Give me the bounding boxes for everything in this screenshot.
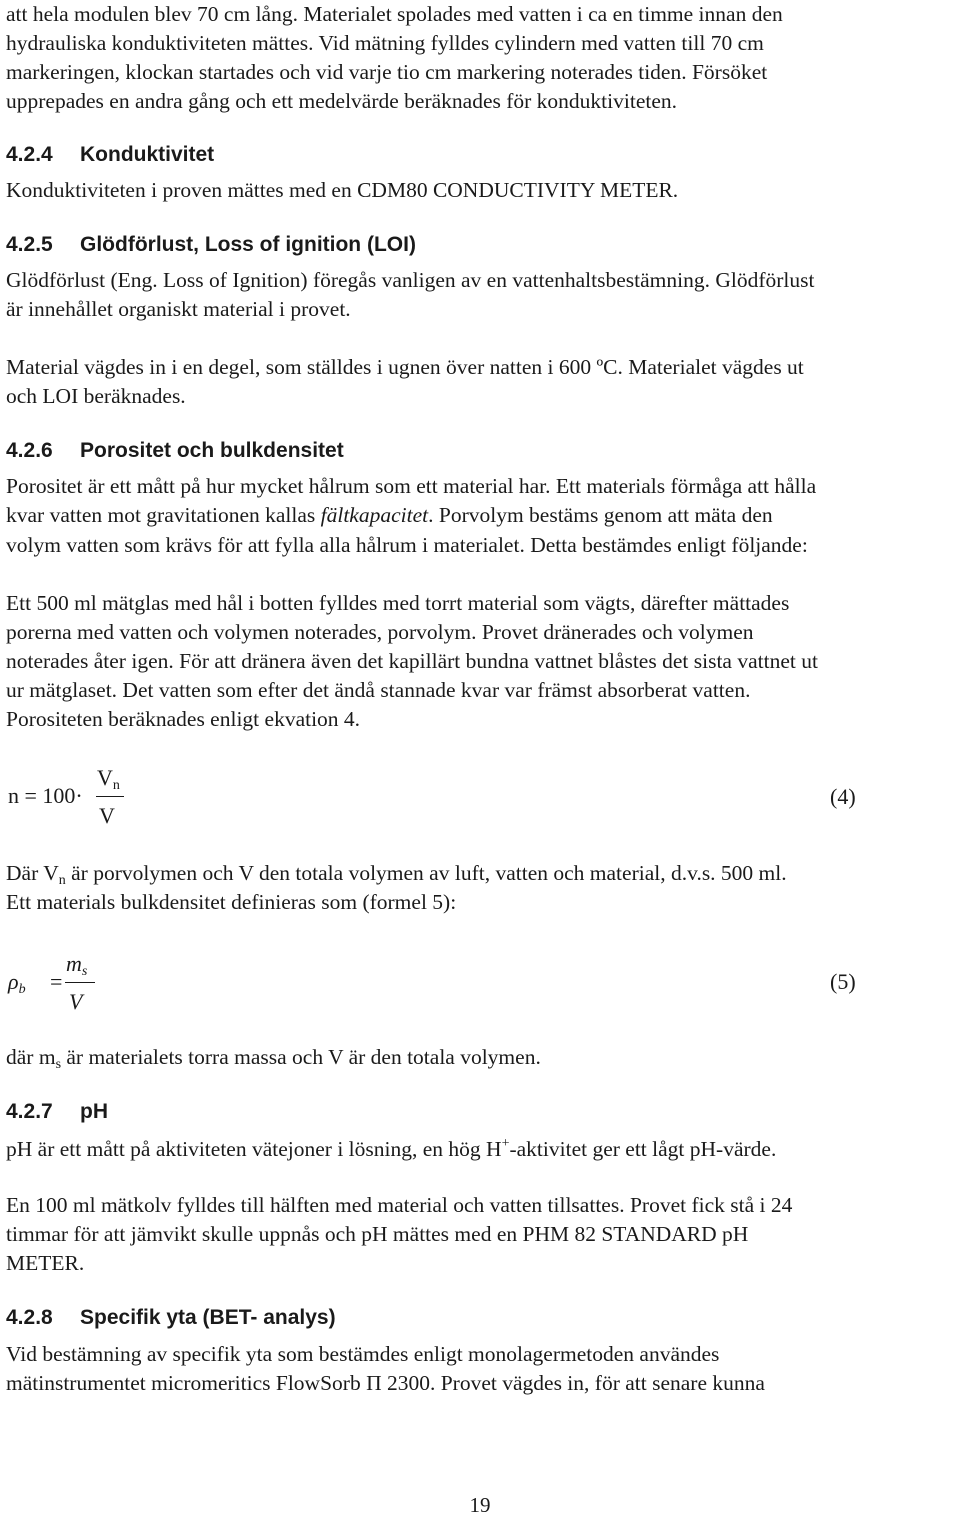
equation-lhs: n = 100· — [8, 783, 83, 808]
body-text-line: är innehållet organiskt material i provet. — [6, 297, 351, 321]
equation-number: (5) — [830, 969, 856, 994]
body-text-line — [6, 863, 787, 888]
body-text-line: markeringen, klockan startades och vid varje tio cm markering noterades tiden. Försöket — [6, 60, 768, 84]
lhs-subscript: b — [18, 982, 26, 997]
section-heading-4-2-7 — [6, 1101, 108, 1122]
numerator-symbol: V — [97, 765, 113, 790]
body-text-line: noterades åter igen. För att dränera även det kapillärt bundna vattnet blåstes det sista vattnet ut — [6, 649, 818, 673]
section-heading-4-2-4 — [6, 144, 214, 165]
equals-sign: = — [50, 969, 63, 994]
body-text-line: volym vatten som krävs för att fylla alla hålrum i materialet. Detta bestämdes enligt följande: — [6, 533, 808, 557]
rho-symbol: ρ — [8, 969, 19, 994]
text-run: pH är ett mått på aktiviteten vätejoner i lösning, en hög H — [6, 1137, 502, 1161]
text-run: -aktivitet ger ett lågt pH-värde. — [509, 1137, 777, 1161]
section-heading-4-2-5 — [6, 234, 416, 255]
section-number: 4.2.4 — [6, 143, 53, 166]
subscript: n — [58, 873, 66, 888]
equation-numerator — [66, 953, 87, 979]
body-text-line: Ett 500 ml mätglas med hål i botten fylldes med torrt material som vägts, därefter mättades — [6, 591, 790, 615]
numerator-subscript: s — [81, 964, 88, 979]
body-text-line: METER. — [6, 1251, 85, 1275]
body-text-line: ur mätglaset. Det vatten som efter det ändå stannade kvar var främst absorberat vatten. — [6, 678, 751, 702]
section-number: 4.2.7 — [6, 1100, 53, 1123]
body-text-line: timmar för att jämvikt skulle uppnås och pH mättes med en PHM 82 STANDARD pH — [6, 1222, 749, 1246]
numerator-subscript: n — [112, 778, 120, 793]
body-text-line: upprepades en andra gång och ett medelvärde beräknades för konduktiviteten. — [6, 89, 678, 113]
body-text-line: att hela modulen blev 70 cm lång. Materialet spolades med vatten i ca en timme innan den — [6, 2, 783, 26]
body-text-line: mätinstrumentet micromeritics FlowSorb Π 2300. Provet vägdes in, för att senare kunna — [6, 1371, 765, 1395]
body-text-line: och LOI beräknades. — [6, 384, 186, 408]
fraction-bar — [65, 982, 95, 983]
text-run: Där V — [6, 861, 59, 885]
section-title: Glödförlust, Loss of ignition (LOI) — [80, 233, 416, 256]
text-run: . Porvolym bestäms genom att mäta den — [428, 503, 773, 527]
italic-term: fältkapacitet — [320, 503, 429, 527]
section-title: Porositet och bulkdensitet — [80, 439, 344, 462]
body-text-line: Porositet är ett mått på hur mycket hålrum som ett material har. Ett materials förmåga att hålla — [6, 474, 817, 498]
fraction-bar — [96, 796, 124, 797]
body-text-line — [6, 505, 773, 527]
body-text-line: Konduktiviteten i proven mättes med en CDM80 CONDUCTIVITY METER. — [6, 178, 679, 202]
body-text-line — [6, 1137, 776, 1161]
section-title: Konduktivitet — [80, 143, 215, 166]
equation-lhs — [8, 971, 26, 997]
text-run: är porvolymen och V den totala volymen av luft, vatten och material, d.v.s. 500 ml. — [65, 861, 787, 885]
section-heading-4-2-6 — [6, 440, 344, 461]
body-text-line: Porositeten beräknades enligt ekvation 4. — [6, 707, 361, 731]
section-number: 4.2.8 — [6, 1306, 53, 1329]
equation-denominator: V — [99, 803, 115, 828]
body-text-line: Glödförlust (Eng. Loss of Ignition) föregås vanligen av en vattenhaltsbestämning. Glödförlust — [6, 268, 815, 292]
numerator-symbol: m — [66, 951, 82, 976]
body-text-line: Ett materials bulkdensitet definieras som (formel 5): — [6, 890, 457, 914]
text-run: där m — [6, 1045, 56, 1069]
section-number: 4.2.6 — [6, 439, 53, 462]
superscript: + — [501, 1136, 510, 1151]
body-text-line: porerna med vatten och volymen noterades, porvolym. Provet dränerades och volymen — [6, 620, 754, 644]
section-heading-4-2-8 — [6, 1307, 336, 1328]
page-number: 19 — [469, 1493, 491, 1517]
body-text-line: En 100 ml mätkolv fylldes till hälften med material och vatten tillsattes. Provet fick stå i 24 — [6, 1193, 793, 1217]
section-title: Specifik yta (BET- analys) — [80, 1306, 336, 1329]
equation-denominator: V — [69, 989, 83, 1014]
subscript: s — [55, 1057, 62, 1072]
body-text-line: Material vägdes in i en degel, som ställdes i ugnen över natten i 600 ºC. Materialet vägdes ut — [6, 355, 804, 379]
equation-number: (4) — [830, 784, 856, 809]
section-number: 4.2.5 — [6, 233, 53, 256]
section-title: pH — [80, 1100, 108, 1123]
equation-numerator — [97, 767, 120, 793]
body-text-line: hydrauliska konduktiviteten mättes. Vid mätning fylldes cylindern med vatten till 70 cm — [6, 31, 764, 55]
text-run: kvar vatten mot gravitationen kallas — [6, 503, 321, 527]
body-text-line — [6, 1047, 541, 1072]
body-text-line: Vid bestämning av specifik yta som bestämdes enligt monolagermetoden användes — [6, 1342, 720, 1366]
text-run: är materialets torra massa och V är den totala volymen. — [61, 1045, 541, 1069]
